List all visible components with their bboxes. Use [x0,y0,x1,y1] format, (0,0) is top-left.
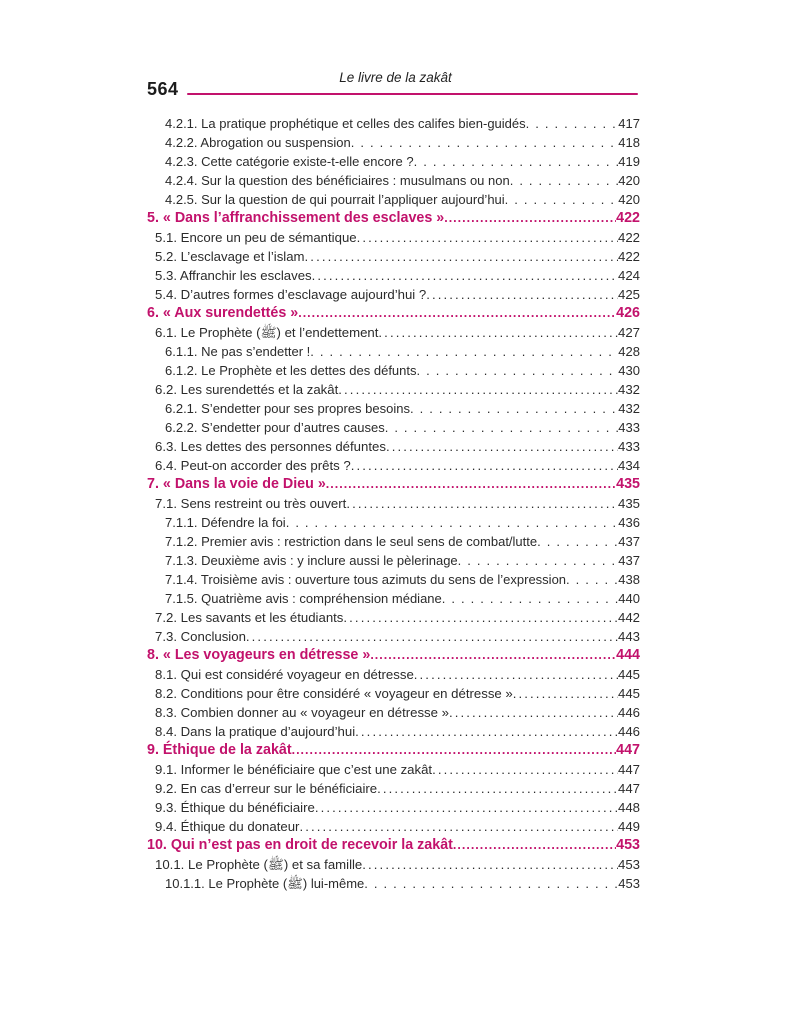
toc-entry-label: 4.2.2. Abrogation ou suspension [165,135,351,150]
toc-leader-dots [315,798,618,817]
toc-leader-dots [355,722,618,741]
toc-entry-page: 447 [617,781,640,796]
toc-entry-page: 419 [618,154,640,169]
toc-entry-label: 6.2.1. S’endetter pour ses propres besoins [165,401,410,416]
toc-entry-label: 10.1.1. Le Prophète (ﷺ) lui-même [165,876,365,891]
toc-entry-label: 6.1.1. Ne pas s’endetter ! [165,344,311,359]
toc-entry-page: 420 [618,173,640,188]
toc-entry-page: 420 [618,192,640,207]
toc-entry-label: 5.4. D’autres formes d’esclavage aujourd’hui ? [155,287,427,302]
toc-entry-page: 417 [618,116,640,131]
toc-leader-dots [326,475,616,494]
toc-leader-dots [364,874,618,893]
toc-entry-label: 6.2.2. S’endetter pour d’autres causes [165,420,385,435]
toc-entry-label: 6.2. Les surendettés et la zakât [155,382,339,397]
toc-leader-dots [351,456,618,475]
toc-entry [147,684,640,703]
toc-entry [147,741,640,760]
toc-entry-page: 428 [618,344,640,359]
toc-entry-label: 7.1.2. Premier avis : restriction dans le seul sens de combat/lutte [165,534,538,549]
toc-leader-dots [343,608,618,627]
toc-entry-label: 7.1.5. Quatrième avis : compréhension médiane [165,591,442,606]
toc-entry-label: 8.2. Conditions pour être considéré « voyageur en détresse » [155,686,513,701]
toc-entry-label: 10.1. Le Prophète (ﷺ) et sa famille [155,857,363,872]
toc-leader-dots [442,589,619,608]
toc-entry [147,361,640,380]
toc-entry-page: 440 [618,591,640,606]
toc-entry [147,475,640,494]
toc-leader-dots [449,703,618,722]
toc-entry [147,551,640,570]
toc-entry-label: 9. Éthique de la zakât [147,742,292,758]
toc-entry [147,570,640,589]
toc-leader-dots [386,437,618,456]
toc-leader-dots [410,399,618,418]
toc-leader-dots [444,209,616,228]
toc-entry-page: 447 [616,742,640,758]
folio-page-number: 564 [147,79,179,99]
toc-entry-label: 6. « Aux surendettés » [147,305,299,321]
toc-leader-dots [299,817,618,836]
toc-entry-label: 4.2.1. La pratique prophétique et celles des califes bien-guidés [165,116,526,131]
toc-entry [147,418,640,437]
toc-entry-label: 7.1.1. Défendre la foi [165,515,286,530]
toc-entry-label: 5. « Dans l’affranchissement des esclaves » [147,210,445,226]
toc-entry [147,456,640,475]
toc-entry [147,779,640,798]
toc-list [147,114,640,893]
toc-entry-page: 445 [617,686,640,701]
toc-entry-page: 438 [618,572,640,587]
toc-entry [147,665,640,684]
toc-leader-dots [426,285,618,304]
toc-entry-label: 9.4. Éthique du donateur [155,819,300,834]
toc-entry [147,190,640,209]
toc-entry [147,798,640,817]
toc-entry-page: 437 [618,553,640,568]
toc-leader-dots [377,779,618,798]
toc-leader-dots [246,627,618,646]
toc-entry-page: 453 [616,837,640,853]
toc-entry-label: 4.2.5. Sur la question de qui pourrait l’appliquer aujourd’hui [165,192,505,207]
toc-entry [147,817,640,836]
toc-entry [147,836,640,855]
toc-entry-label: 9.1. Informer le bénéficiaire que c’est une zakât [155,762,433,777]
toc-entry-page: 427 [617,325,640,340]
toc-entry-page: 435 [617,496,640,511]
toc-entry [147,494,640,513]
toc-leader-dots [346,494,618,513]
toc-entry-label: 7.2. Les savants et les étudiants [155,610,344,625]
toc-leader-dots [357,228,618,247]
toc-entry [147,874,640,893]
toc-entry-page: 422 [617,230,640,245]
toc-entry-page: 442 [617,610,640,625]
toc-leader-dots [526,114,619,133]
toc-entry-label: 4.2.3. Cette catégorie existe-t-elle encore ? [165,154,414,169]
toc-entry [147,152,640,171]
toc-entry-label: 7. « Dans la voie de Dieu » [147,476,326,492]
toc-entry-page: 449 [617,819,640,834]
toc-leader-dots [312,266,618,285]
toc-entry [147,627,640,646]
toc-leader-dots [417,361,619,380]
toc-entry-page: 433 [617,439,640,454]
toc-entry-label: 7.1. Sens restreint ou très ouvert [155,496,347,511]
toc-entry-label: 6.4. Peut-on accorder des prêts ? [155,458,351,473]
toc-entry-page: 446 [617,705,640,720]
toc-leader-dots [458,551,619,570]
toc-entry-label: 9.3. Éthique du bénéficiaire [155,800,315,815]
toc-leader-dots [370,646,616,665]
toc-entry [147,722,640,741]
toc-leader-dots [414,665,618,684]
toc-leader-dots [338,380,618,399]
toc-entry-page: 444 [616,647,640,663]
toc-entry [147,760,640,779]
toc-entry-page: 453 [617,857,640,872]
toc-entry [147,532,640,551]
toc-entry-label: 6.1. Le Prophète (ﷺ) et l’endettement [155,325,379,340]
toc-entry-label: 8.1. Qui est considéré voyageur en détresse [155,667,414,682]
toc-leader-dots [385,418,619,437]
toc-entry-page: 446 [617,724,640,739]
toc-entry-label: 7.3. Conclusion [155,629,246,644]
toc-entry-page: 422 [616,210,640,226]
toc-entry [147,247,640,266]
toc-leader-dots [432,760,618,779]
toc-entry [147,589,640,608]
toc-entry-label: 8.4. Dans la pratique d’aujourd’hui [155,724,356,739]
toc-entry-page: 435 [616,476,640,492]
toc-entry-page: 447 [617,762,640,777]
toc-entry-page: 434 [617,458,640,473]
toc-leader-dots [292,741,617,760]
toc-entry [147,513,640,532]
toc-leader-dots [351,133,619,152]
toc-leader-dots [305,247,618,266]
toc-leader-dots [362,855,618,874]
toc-entry [147,171,640,190]
toc-entry-label: 5.1. Encore un peu de sémantique [155,230,357,245]
toc-entry [147,323,640,342]
toc-entry [147,133,640,152]
toc-leader-dots [298,304,616,323]
toc-entry-page: 432 [618,401,640,416]
toc-leader-dots [513,684,618,703]
toc-entry-page: 453 [618,876,640,891]
toc-entry-label: 10. Qui n’est pas en droit de recevoir la zakât [147,837,453,853]
toc-leader-dots [537,532,618,551]
toc-leader-dots [286,513,619,532]
toc-entry [147,266,640,285]
toc-entry [147,342,640,361]
toc-entry [147,285,640,304]
toc-entry [147,380,640,399]
toc-entry-label: 9.2. En cas d’erreur sur le bénéficiaire [155,781,378,796]
toc-entry-label: 8. « Les voyageurs en détresse » [147,647,371,663]
toc-entry-page: 437 [618,534,640,549]
toc-entry [147,646,640,665]
toc-entry-page: 430 [618,363,640,378]
toc-entry-page: 448 [617,800,640,815]
toc-leader-dots [566,570,618,589]
toc-entry-page: 445 [617,667,640,682]
toc-entry-label: 6.3. Les dettes des personnes défuntes [155,439,386,454]
toc-entry-page: 418 [618,135,640,150]
toc-entry-label: 7.1.3. Deuxième avis : y inclure aussi le pèlerinage [165,553,458,568]
toc-leader-dots [510,171,619,190]
toc-entry-page: 426 [616,305,640,321]
toc-entry-page: 433 [618,420,640,435]
toc-entry [147,608,640,627]
toc-entry-label: 5.2. L’esclavage et l’islam [155,249,305,264]
toc-entry-label: 5.3. Affranchir les esclaves [155,268,312,283]
toc-entry-page: 424 [617,268,640,283]
toc-entry [147,399,640,418]
toc-entry-page: 436 [618,515,640,530]
header-rule-divider [187,93,638,95]
toc-entry-page: 425 [617,287,640,302]
toc-entry-label: 7.1.4. Troisième avis : ouverture tous azimuts du sens de l’expression [165,572,567,587]
toc-entry [147,114,640,133]
toc-leader-dots [505,190,619,209]
toc-entry-label: 4.2.4. Sur la question des bénéficiaires : musulmans ou non [165,173,510,188]
toc-entry-page: 432 [617,382,640,397]
toc-entry [147,228,640,247]
toc-leader-dots [378,323,618,342]
toc-entry-page: 443 [617,629,640,644]
toc-entry [147,437,640,456]
toc-entry [147,855,640,874]
toc-entry-label: 8.3. Combien donner au « voyageur en détresse » [155,705,449,720]
toc-leader-dots [414,152,619,171]
toc-entry [147,703,640,722]
toc-entry-label: 6.1.2. Le Prophète et les dettes des défunts [165,363,417,378]
toc-leader-dots [453,836,616,855]
running-title: Le livre de la zakât [339,70,452,85]
toc-entry [147,209,640,228]
toc-entry [147,304,640,323]
toc-entry-page: 422 [617,249,640,264]
toc-leader-dots [310,342,618,361]
